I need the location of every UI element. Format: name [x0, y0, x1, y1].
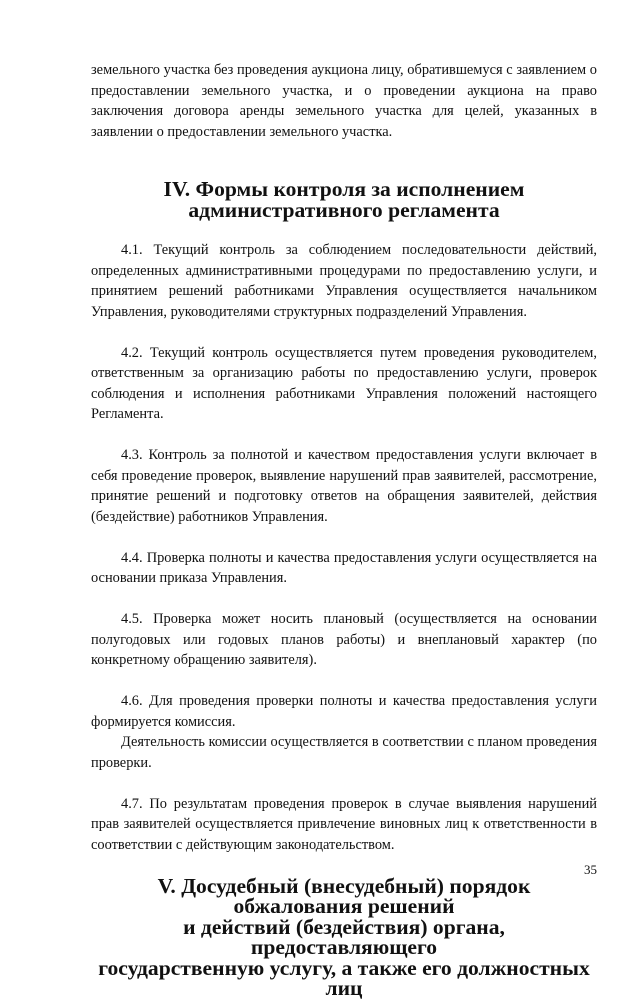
- paragraph-4-7: 4.7. По результатам проведения проверок в случае выявления нарушений прав заявителей осуществляется привлечение виновных лиц к ответственности в соответствии с действующим законодательством.: [91, 795, 597, 853]
- paragraph-4-5: 4.5. Проверка может носить плановый (осуществляется на основании полугодовых или годовых планов работы) и внеплановый характер (по конкретному обращению заявителя).: [91, 611, 597, 668]
- section-5-heading-line-3: государственную услугу, а также его должностных лиц: [98, 955, 590, 1000]
- paragraph-4-3: 4.3. Контроль за полнотой и качеством предоставления услуги включает в себя проведение проверок, выявление нарушений прав заявителей, рассмотрение, принятие решений и подготовку ответов на обращения заявителей, действия (бездействие) работников Управления.: [91, 447, 597, 525]
- page-body: [91, 60, 597, 999]
- paragraph-4-6-continued: Деятельность комиссии осуществляется в соответствии с планом проведения проверки.: [91, 734, 597, 771]
- section-4-heading-line-1: IV. Формы контроля за исполнением: [163, 177, 525, 201]
- paragraph-4-2: 4.2. Текущий контроль осуществляется путем проведения руководителем, ответственным за организацию работы по предоставлению услуги, проверок соблюдения и исполнения работниками Управления положений настоящего Регламента.: [91, 344, 597, 422]
- intro-paragraph: земельного участка без проведения аукциона лицу, обратившемуся с заявлением о предоставлении земельного участка, и о проведении аукциона на право заключения договора аренды земельного участка для целей, указанных в заявлении о предоставлении земельного участка.: [91, 62, 597, 140]
- paragraph-4-1: 4.1. Текущий контроль за соблюдением последовательности действий, определенных административными процедурами по предоставлению услуги, и принятием решений работниками Управления осуществляется начальником Управления, руководителями структурных подразделений Управления.: [91, 242, 597, 320]
- paragraph-4-4: 4.4. Проверка полноты и качества предоставления услуги осуществляется на основании приказа Управления.: [91, 549, 597, 586]
- section-4-heading: [91, 179, 597, 220]
- section-5-heading-line-2: и действий (бездействия) органа, предоставляющего: [183, 914, 505, 959]
- section-5-heading: [91, 873, 597, 1000]
- paragraph-4-6: 4.6. Для проведения проверки полноты и качества предоставления услуги формируется комиссия.: [91, 693, 597, 730]
- section-4-heading-line-2: административного регламента: [188, 197, 500, 222]
- section-5-heading-line-1: V. Досудебный (внесудебный) порядок обжалования решений: [157, 873, 531, 918]
- page-number: 35: [584, 862, 597, 877]
